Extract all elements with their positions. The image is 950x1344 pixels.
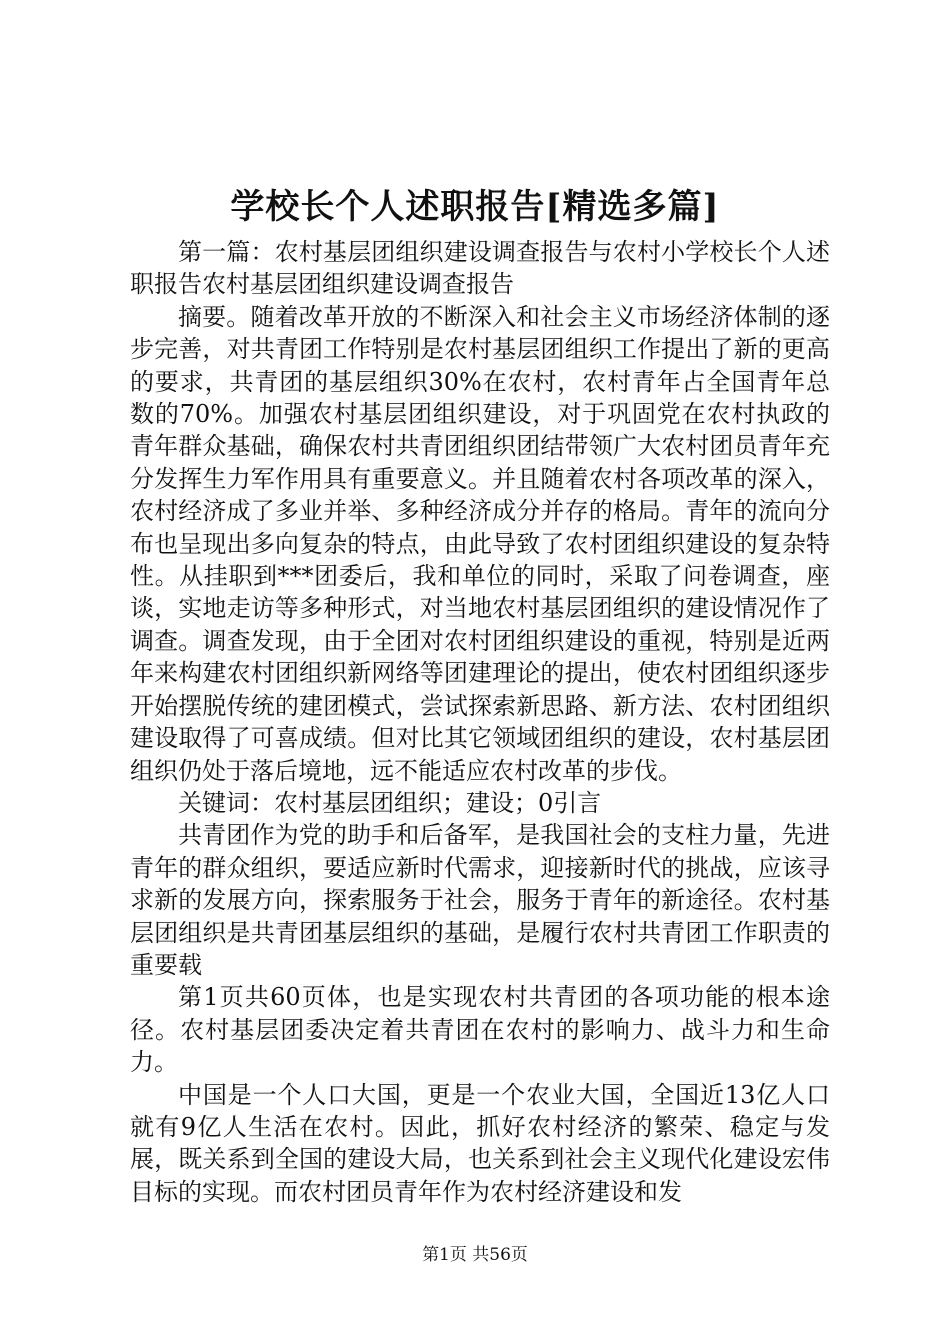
paragraph-abstract: 摘要。随着改革开放的不断深入和社会主义市场经济体制的逐步完善，对共青团工作特别是农村基层团组织工作提出了新的更高的要求，共青团的基层组织30%在农村，农村青年占全国青年总数的70%。加强农村基层团组织建设，对于巩固党在农村执政的青年群众基础，确保农村共青团组织团结带领广大农村团员青年充分发挥生力军作用具有重要意义。并且随着农村各项改革的深入，农村经济成了多业并举、多种经济成分并存的格局。青年的流向分布也呈现出多向复杂的特点，由此导致了农村团组织建设的复杂特性。从挂职到***团委后，我和单位的同时，采取了问卷调查，座谈，实地走访等多种形式，对当地农村基层团组织的建设情况作了调查。调查发现，由于全团对农村团组织建设的重视，特别是近两年来构建农村团组织新网络等团建理论的提出，使农村团组织逐步开始摆脱传统的建团模式，尝试探索新思路、新方法、农村团组织建设取得了可喜成绩。但对比其它领域团组织的建设，农村基层团组织仍处于落后境地，远不能适应农村改革的步伐。 [130, 302, 830, 785]
paragraph-intro: 共青团作为党的助手和后备军，是我国社会的支柱力量，先进青年的群众组织，要适应新时代需求，迎接新时代的挑战，应该寻求新的发展方向，探索服务于社会，服务于青年的新途径。农村基层团组织是共青团基层组织的基础，是履行农村共青团工作职责的重要载 [130, 821, 830, 979]
paragraph-heading: 第一篇：农村基层团组织建设调查报告与农村小学校长个人述职报告农村基层团组织建设调查报告 [130, 238, 830, 299]
paragraph-china: 中国是一个人口大国，更是一个农业大国，全国近13亿人口就有9亿人生活在农村。因此，抓好农村经济的繁荣、稳定与发展，既关系到全国的建设大局，也关系到社会主义现代化建设宏伟目标的实现。而农村团员青年作为农村经济建设和发 [130, 1080, 830, 1206]
document-body [130, 236, 830, 1208]
document-title: 学校长个人述职报告[精选多篇] [230, 187, 720, 227]
paragraph-keywords: 关键词：农村基层团组织；建设；0引言 [178, 788, 602, 817]
page-footer: 第1页 共56页 [422, 1245, 528, 1265]
paragraph-continuation: 第1页共60页体，也是实现农村共青团的各项功能的根本途径。农村基层团委决定着共青团在农村的影响力、战斗力和生命力。 [130, 983, 830, 1077]
